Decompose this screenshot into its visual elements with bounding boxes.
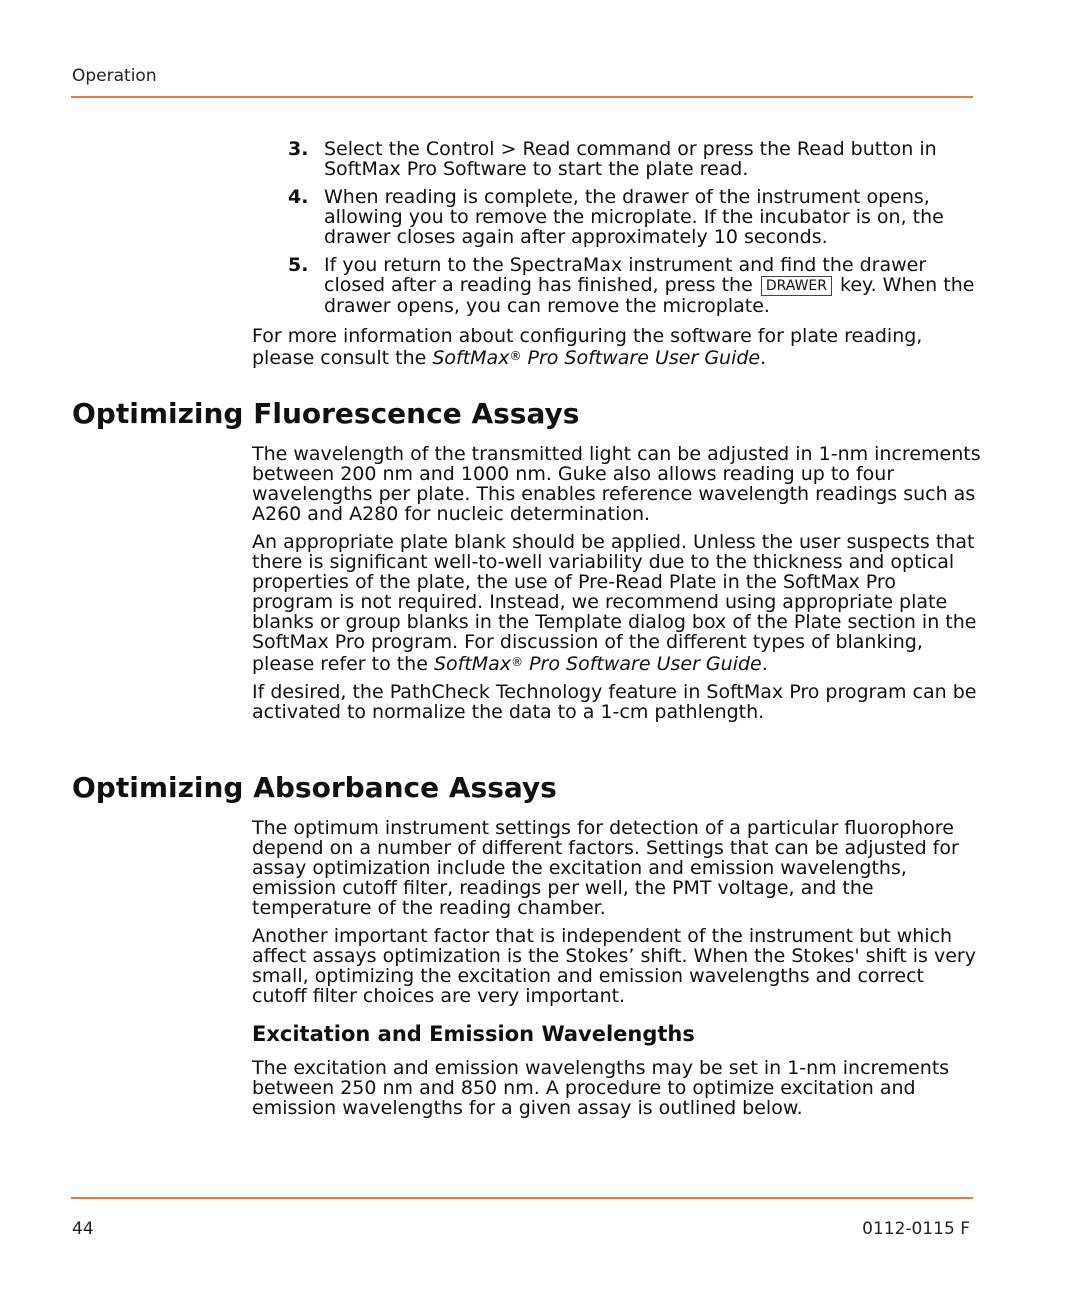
subheading-wavelengths: Excitation and Emission Wavelengths bbox=[252, 1022, 695, 1046]
absorbance-section-body bbox=[252, 818, 982, 1014]
header-rule bbox=[71, 96, 973, 98]
list-item bbox=[288, 187, 978, 247]
paragraph: The optimum instrument settings for detection of a particular fluorophore depend on a number of different factors. Settings that can be adjusted for assay optimization include the excitation and emission wavelengths, emission cutoff filter, readings per well, the PMT voltage, and the temperature of the reading chamber. bbox=[252, 817, 959, 919]
guide-title: SoftMax® Pro Software User Guide bbox=[433, 653, 762, 675]
step-number: 4. bbox=[288, 186, 309, 208]
step-text: When reading is complete, the drawer of the instrument opens, allowing you to remove the microplate. If the incubator is on, the drawer closes again after approximately 10 seconds. bbox=[324, 186, 944, 248]
step-text-before: If you return to the SpectraMax instrument and find the drawer closed after a reading has finished, press the bbox=[324, 254, 927, 296]
section-heading-fluorescence: Optimizing Fluorescence Assays bbox=[72, 397, 580, 430]
guide-title: SoftMax® Pro Software User Guide bbox=[432, 347, 761, 369]
more-info-paragraph: For more information about configuring the software for plate reading, please consult the SoftMax® Pro Software User Guide. bbox=[252, 325, 923, 369]
paragraph: Another important factor that is independent of the instrument but which affect assays optimization is the Stokes’ shift. When the Stokes' shift is very small, optimizing the excitation and emission wavelengths and correct cutoff filter choices are very important. bbox=[252, 925, 976, 1007]
paragraph: If desired, the PathCheck Technology feature in SoftMax Pro program can be activated to normalize the data to a 1-cm pathlength. bbox=[252, 681, 977, 723]
running-header: Operation bbox=[72, 66, 157, 86]
wavelengths-paragraph: The excitation and emission wavelengths may be set in 1-nm increments between 250 nm and 850 nm. A procedure to optimize excitation and emission wavelengths for a given assay is outlined below. bbox=[252, 1057, 950, 1119]
list-item bbox=[288, 255, 978, 316]
fluorescence-section-body bbox=[252, 444, 982, 730]
paragraph: The wavelength of the transmitted light can be adjusted in 1-nm increments between 200 nm and 1000 nm. Guke also allows reading up to four wavelengths per plate. This enables reference wavelength readings such as A260 and A280 for nucleic determination. bbox=[252, 443, 981, 525]
procedure-steps bbox=[288, 139, 978, 324]
paragraph: An appropriate plate blank should be applied. Unless the user suspects that there is significant well-to-well variability due to the thickness and optical properties of the plate, the use of Pre-Read Plate in the SoftMax Pro program is not required. Instead, we recommend using appropriate plate blanks or group blanks in the Template dialog box of the Plate section in the SoftMax Pro program. For discussion of the different types of blanking, please refer to the SoftMax® Pro Software User Guide. bbox=[252, 531, 977, 675]
step-text bbox=[324, 255, 978, 316]
section-heading-absorbance: Optimizing Absorbance Assays bbox=[72, 771, 557, 804]
more-info-text: For more information about configuring the software for plate reading, please consult the bbox=[252, 325, 923, 369]
step-text: Select the Control > Read command or press the Read button in SoftMax Pro Software to start the plate read. bbox=[324, 138, 937, 180]
step-text-after: key. When the drawer opens, you can remove the microplate. bbox=[324, 274, 975, 317]
document-id: 0112-0115 F bbox=[862, 1219, 970, 1239]
drawer-key-label: DRAWER bbox=[761, 276, 832, 296]
page-number: 44 bbox=[72, 1219, 94, 1239]
footer-rule bbox=[71, 1197, 973, 1199]
step-number: 3. bbox=[288, 138, 309, 160]
step-number: 5. bbox=[288, 254, 309, 276]
list-item bbox=[288, 139, 978, 179]
